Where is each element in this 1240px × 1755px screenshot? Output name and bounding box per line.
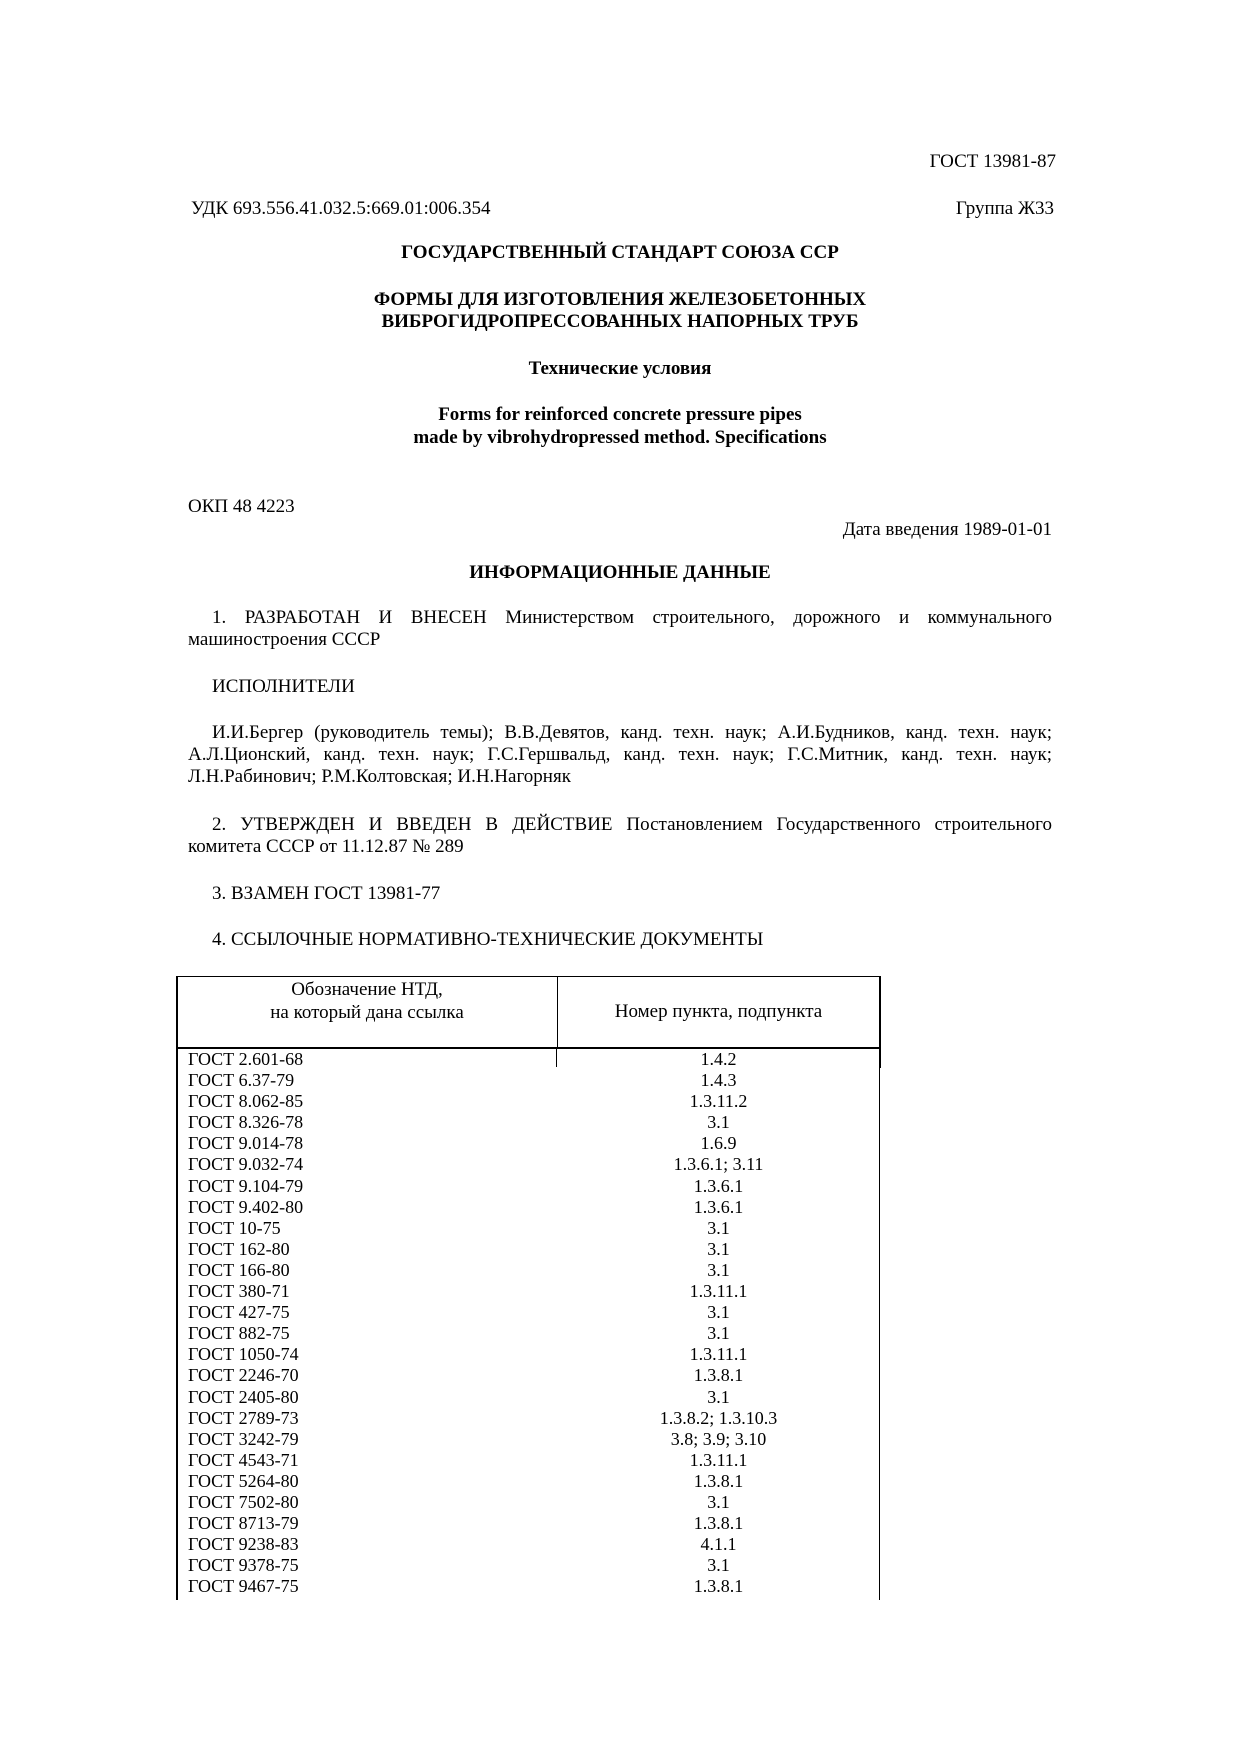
table-top-border — [176, 976, 879, 977]
table-header-document-line1: Обозначение НТД, — [291, 979, 443, 1000]
reference-document-cell: ГОСТ 9.032-74 — [188, 1154, 304, 1175]
clause-number-cell: 1.4.2 — [700, 1049, 737, 1069]
document-title-line1: ФОРМЫ ДЛЯ ИЗГОТОВЛЕНИЯ ЖЕЛЕЗОБЕТОННЫХ — [373, 289, 867, 310]
reference-document-cell: ГОСТ 1050-74 — [188, 1344, 299, 1365]
clause-number-cell: 1.3.11.1 — [689, 1344, 748, 1365]
table-row — [176, 1471, 881, 1492]
table-row — [176, 1049, 881, 1070]
table-row — [176, 1323, 881, 1344]
reference-document-cell: ГОСТ 2246-70 — [188, 1365, 299, 1386]
clause-number-cell: 1.3.8.1 — [693, 1576, 744, 1597]
reference-document-cell: ГОСТ 9.402-80 — [188, 1196, 304, 1217]
table-row — [176, 1302, 881, 1323]
table-row — [176, 1450, 881, 1471]
clause-number-cell: 1.3.11.2 — [689, 1091, 748, 1112]
clause-number-cell: 3.1 — [707, 1217, 730, 1238]
state-standard-heading: ГОСУДАРСТВЕННЫЙ СТАНДАРТ СОЮЗА ССР — [401, 242, 839, 263]
table-header-document-line2: на который дана ссылка — [270, 1002, 464, 1023]
table-header-document — [178, 978, 556, 1024]
table-row — [176, 1112, 881, 1133]
reference-documents-table — [176, 976, 881, 1600]
reference-document-cell: ГОСТ 427-75 — [188, 1302, 290, 1323]
table-row — [176, 1091, 881, 1112]
document-title-line2: ВИБРОГИДРОПРЕССОВАННЫХ НАПОРНЫХ ТРУБ — [381, 311, 859, 332]
reference-document-cell: ГОСТ 9238-83 — [188, 1534, 299, 1555]
clause-number-cell: 1.3.11.1 — [689, 1449, 748, 1470]
clause-number-cell: 1.3.6.1 — [693, 1196, 744, 1217]
clause-number-cell: 1.3.8.1 — [693, 1365, 744, 1386]
info-item-references: 4. ССЫЛОЧНЫЕ НОРМАТИВНО-ТЕХНИЧЕСКИЕ ДОКУМЕНТЫ — [212, 929, 764, 950]
table-row — [176, 1239, 881, 1260]
reference-document-cell: ГОСТ 3242-79 — [188, 1428, 299, 1449]
clause-number-cell: 1.3.8.2; 1.3.10.3 — [659, 1407, 778, 1428]
clause-number-cell: 1.6.9 — [700, 1133, 737, 1154]
table-row — [176, 1513, 881, 1534]
gost-number: ГОСТ 13981-87 — [929, 151, 1056, 172]
info-item-developed: 1. РАЗРАБОТАН И ВНЕСЕН Министерством строительного, дорожного и коммунального машиностроения СССР — [188, 607, 1052, 650]
reference-document-cell: ГОСТ 882-75 — [188, 1323, 290, 1344]
table-row — [176, 1260, 881, 1281]
reference-document-cell: ГОСТ 2405-80 — [188, 1386, 299, 1407]
info-item-approved: 2. УТВЕРЖДЕН И ВВЕДЕН В ДЕЙСТВИЕ Постановлением Государственного строительного комитета СССР от 11.12.87 № 289 — [188, 814, 1052, 857]
reference-document-cell: ГОСТ 2789-73 — [188, 1407, 299, 1428]
table-row — [176, 1176, 881, 1197]
reference-document-cell: ГОСТ 166-80 — [188, 1259, 290, 1280]
performers-list: И.И.Бергер (руководитель темы); В.В.Девятов, канд. техн. наук; А.И.Будников, канд. техн. наук; А.Л.Ционский, канд. техн. наук; Г.С.Гершвальд, канд. техн. наук; Г.С.Митник, канд. техн. наук; Л.Н.Рабинович; Р.М.Колтовская; И.Н.Нагорняк — [188, 722, 1052, 787]
table-row — [176, 1070, 881, 1091]
reference-document-cell: ГОСТ 4543-71 — [188, 1449, 299, 1470]
introduction-date: Дата введения 1989-01-01 — [842, 519, 1052, 540]
reference-document-cell: ГОСТ 8.062-85 — [188, 1091, 304, 1112]
clause-number-cell: 3.1 — [707, 1555, 730, 1576]
clause-number-cell: 3.8; 3.9; 3.10 — [670, 1428, 767, 1449]
table-row — [176, 1154, 881, 1175]
info-item-replaces: 3. ВЗАМЕН ГОСТ 13981-77 — [212, 883, 441, 904]
reference-document-cell: ГОСТ 8713-79 — [188, 1513, 299, 1534]
info-data-heading: ИНФОРМАЦИОННЫЕ ДАННЫЕ — [469, 562, 771, 583]
table-row — [176, 1576, 881, 1597]
reference-document-cell: ГОСТ 162-80 — [188, 1238, 290, 1259]
group-code: Группа Ж33 — [955, 198, 1054, 219]
english-title-line2: made by vibrohydropressed method. Specifications — [413, 427, 827, 448]
reference-document-cell: ГОСТ 9.104-79 — [188, 1175, 304, 1196]
table-row — [176, 1344, 881, 1365]
table-row — [176, 1387, 881, 1408]
clause-number-cell: 1.3.11.1 — [689, 1281, 748, 1302]
clause-number-cell: 3.1 — [707, 1491, 730, 1512]
reference-document-cell: ГОСТ 6.37-79 — [188, 1070, 295, 1091]
table-row — [176, 1555, 881, 1576]
reference-document-cell: ГОСТ 10-75 — [188, 1217, 281, 1238]
table-row — [176, 1534, 881, 1555]
clause-number-cell: 1.3.8.1 — [693, 1470, 744, 1491]
reference-document-cell: ГОСТ 9378-75 — [188, 1555, 299, 1576]
udk-code: УДК 693.556.41.032.5:669.01:006.354 — [191, 198, 491, 219]
clause-number-cell: 1.3.8.1 — [693, 1513, 744, 1534]
clause-number-cell: 3.1 — [707, 1386, 730, 1407]
table-row — [176, 1365, 881, 1386]
clause-number-cell: 3.1 — [707, 1112, 730, 1133]
table-row — [176, 1281, 881, 1302]
clause-number-cell: 3.1 — [707, 1259, 730, 1280]
table-body — [176, 1049, 881, 1597]
clause-number-cell: 3.1 — [707, 1323, 730, 1344]
reference-document-cell: ГОСТ 7502-80 — [188, 1491, 299, 1512]
clause-number-cell: 1.3.6.1 — [693, 1175, 744, 1196]
reference-document-cell: ГОСТ 380-71 — [188, 1281, 290, 1302]
table-row — [176, 1492, 881, 1513]
table-row — [176, 1429, 881, 1450]
table-row — [176, 1197, 881, 1218]
document-subtitle: Технические условия — [528, 358, 712, 379]
table-header-clause: Номер пункта, подпункта — [614, 1001, 823, 1022]
clause-number-cell: 4.1.1 — [700, 1534, 737, 1555]
okp-code: ОКП 48 4223 — [188, 496, 295, 517]
table-row — [176, 1133, 881, 1154]
reference-document-cell: ГОСТ 9467-75 — [188, 1576, 299, 1597]
clause-number-cell: 1.4.3 — [700, 1070, 737, 1091]
reference-document-cell: ГОСТ 2.601-68 — [188, 1049, 304, 1069]
reference-document-cell: ГОСТ 5264-80 — [188, 1470, 299, 1491]
table-row — [176, 1218, 881, 1239]
table-row — [176, 1408, 881, 1429]
performers-heading: ИСПОЛНИТЕЛИ — [212, 676, 355, 697]
reference-document-cell: ГОСТ 9.014-78 — [188, 1133, 304, 1154]
english-title-line1: Forms for reinforced concrete pressure pipes — [438, 404, 802, 425]
clause-number-cell: 3.1 — [707, 1238, 730, 1259]
reference-document-cell: ГОСТ 8.326-78 — [188, 1112, 304, 1133]
clause-number-cell: 1.3.6.1; 3.11 — [673, 1154, 764, 1175]
clause-number-cell: 3.1 — [707, 1302, 730, 1323]
